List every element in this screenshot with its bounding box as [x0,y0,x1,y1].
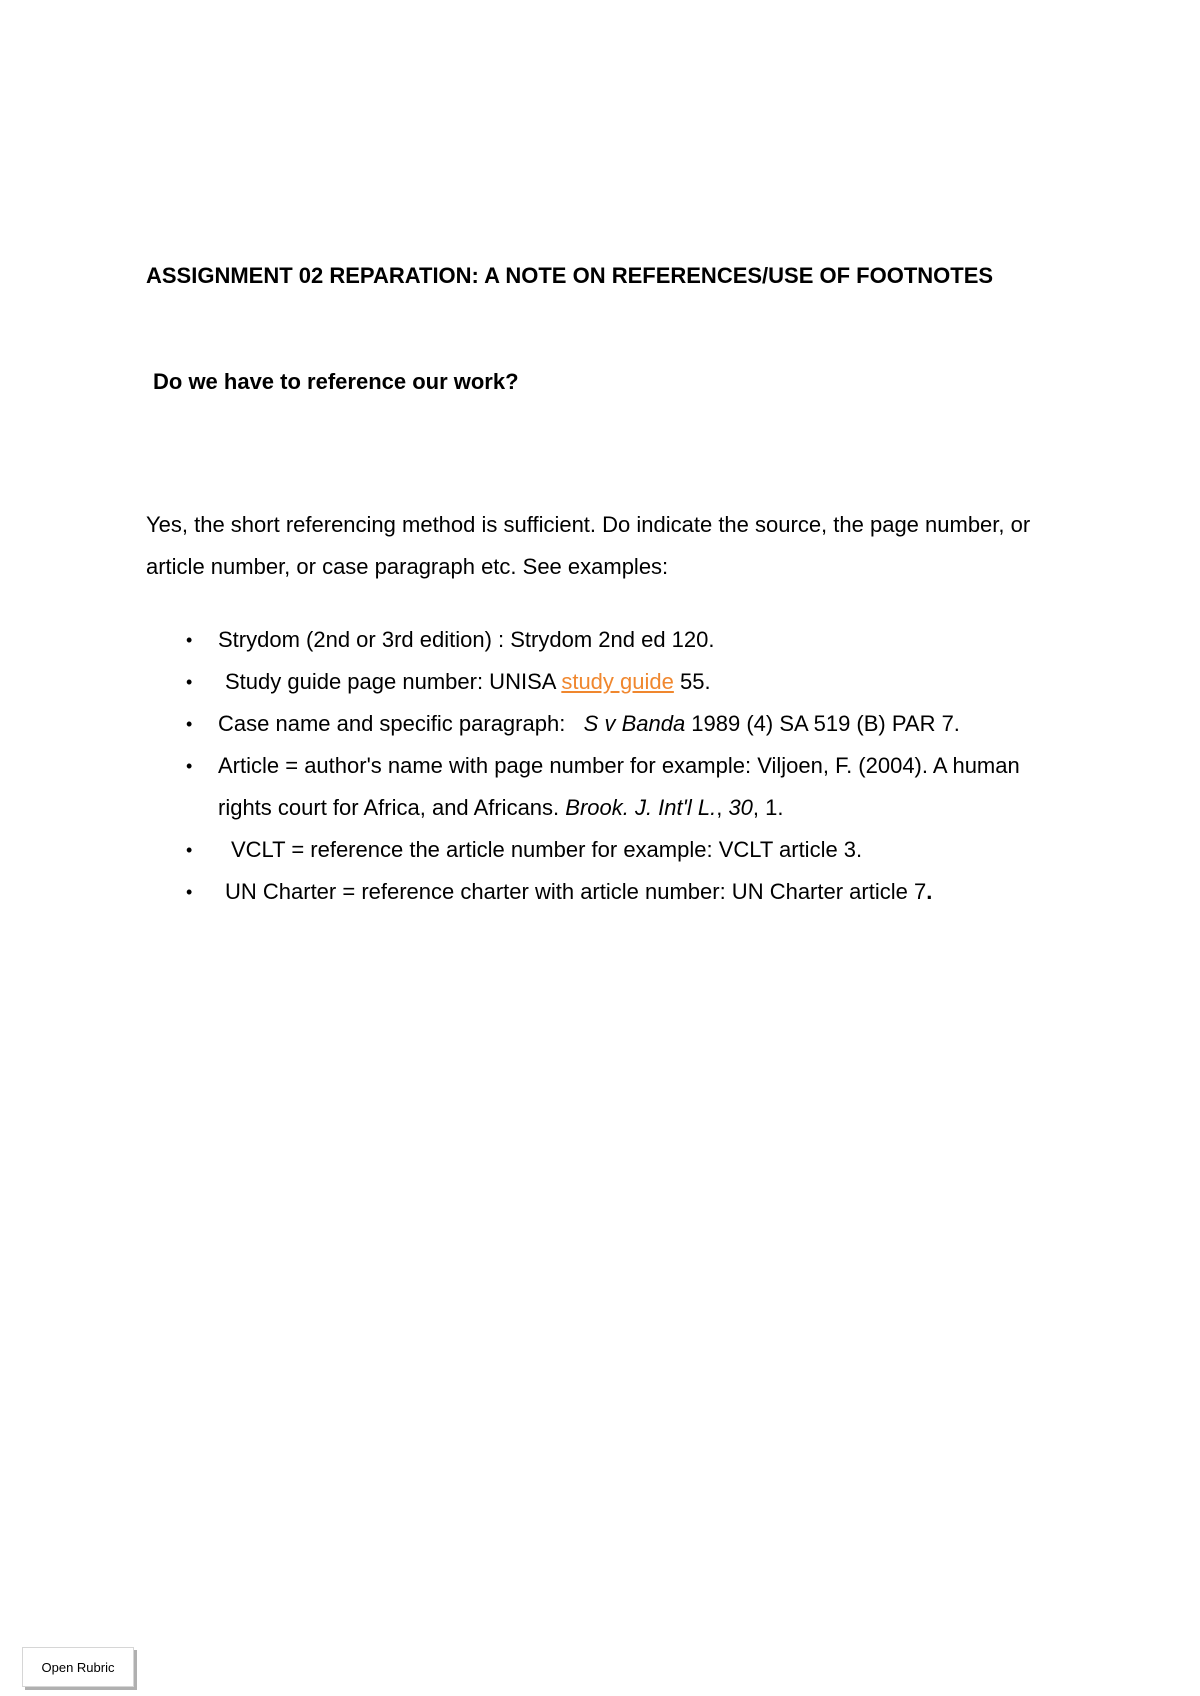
example-strydom: Strydom (2nd or 3rd edition) : Strydom 2nd ed 120. [218,627,715,652]
example-vclt: VCLT = reference the article number for example: VCLT article 3. [231,837,863,862]
example-study-guide-suffix: 55. [673,669,711,694]
list-item [146,745,1066,829]
example-un-charter: UN Charter = reference charter with article number: UN Charter article 7 [225,879,927,904]
example-article-prefix: Article = author's name with page number for example: Viljoen, F. (2004). A human rights court for Africa, and Africans. [218,753,1020,820]
bullet-icon: • [186,672,193,692]
open-rubric-button[interactable]: Open Rubric [22,1647,134,1687]
list-item [146,661,1066,703]
bullet-icon: • [186,756,193,776]
question-subheading: Do we have to reference our work? [153,369,519,394]
list-item [146,871,1066,913]
example-case-suffix: 1989 (4) SA 519 (B) PAR 7. [685,711,960,736]
bullet-icon: • [186,630,193,650]
example-article-suffix: , 1. [752,795,784,820]
bullet-icon: • [186,882,193,902]
example-article-volume: 30 [728,795,753,820]
bullet-icon: • [186,714,193,734]
list-item [146,619,1066,661]
assignment-heading: ASSIGNMENT 02 REPARATION: A NOTE ON REFERENCES/USE OF FOOTNOTES [146,263,994,288]
example-article-journal: Brook. J. Int'l L. [565,795,717,820]
example-case-prefix: Case name and specific paragraph: [218,711,566,736]
intro-paragraph: Yes, the short referencing method is sufficient. Do indicate the source, the page number, or article number, or case paragraph etc. See examples: [146,512,1031,579]
examples-list [146,619,1066,913]
study-guide-link[interactable]: study guide [561,669,674,694]
example-article-sep: , [716,795,729,820]
example-study-guide-prefix: Study guide page number: UNISA [225,669,562,694]
example-case-name: S v Banda [583,711,686,736]
list-item [146,829,1066,871]
list-item [146,703,1066,745]
bullet-icon: • [186,840,193,860]
example-un-charter-period: . [926,879,933,904]
